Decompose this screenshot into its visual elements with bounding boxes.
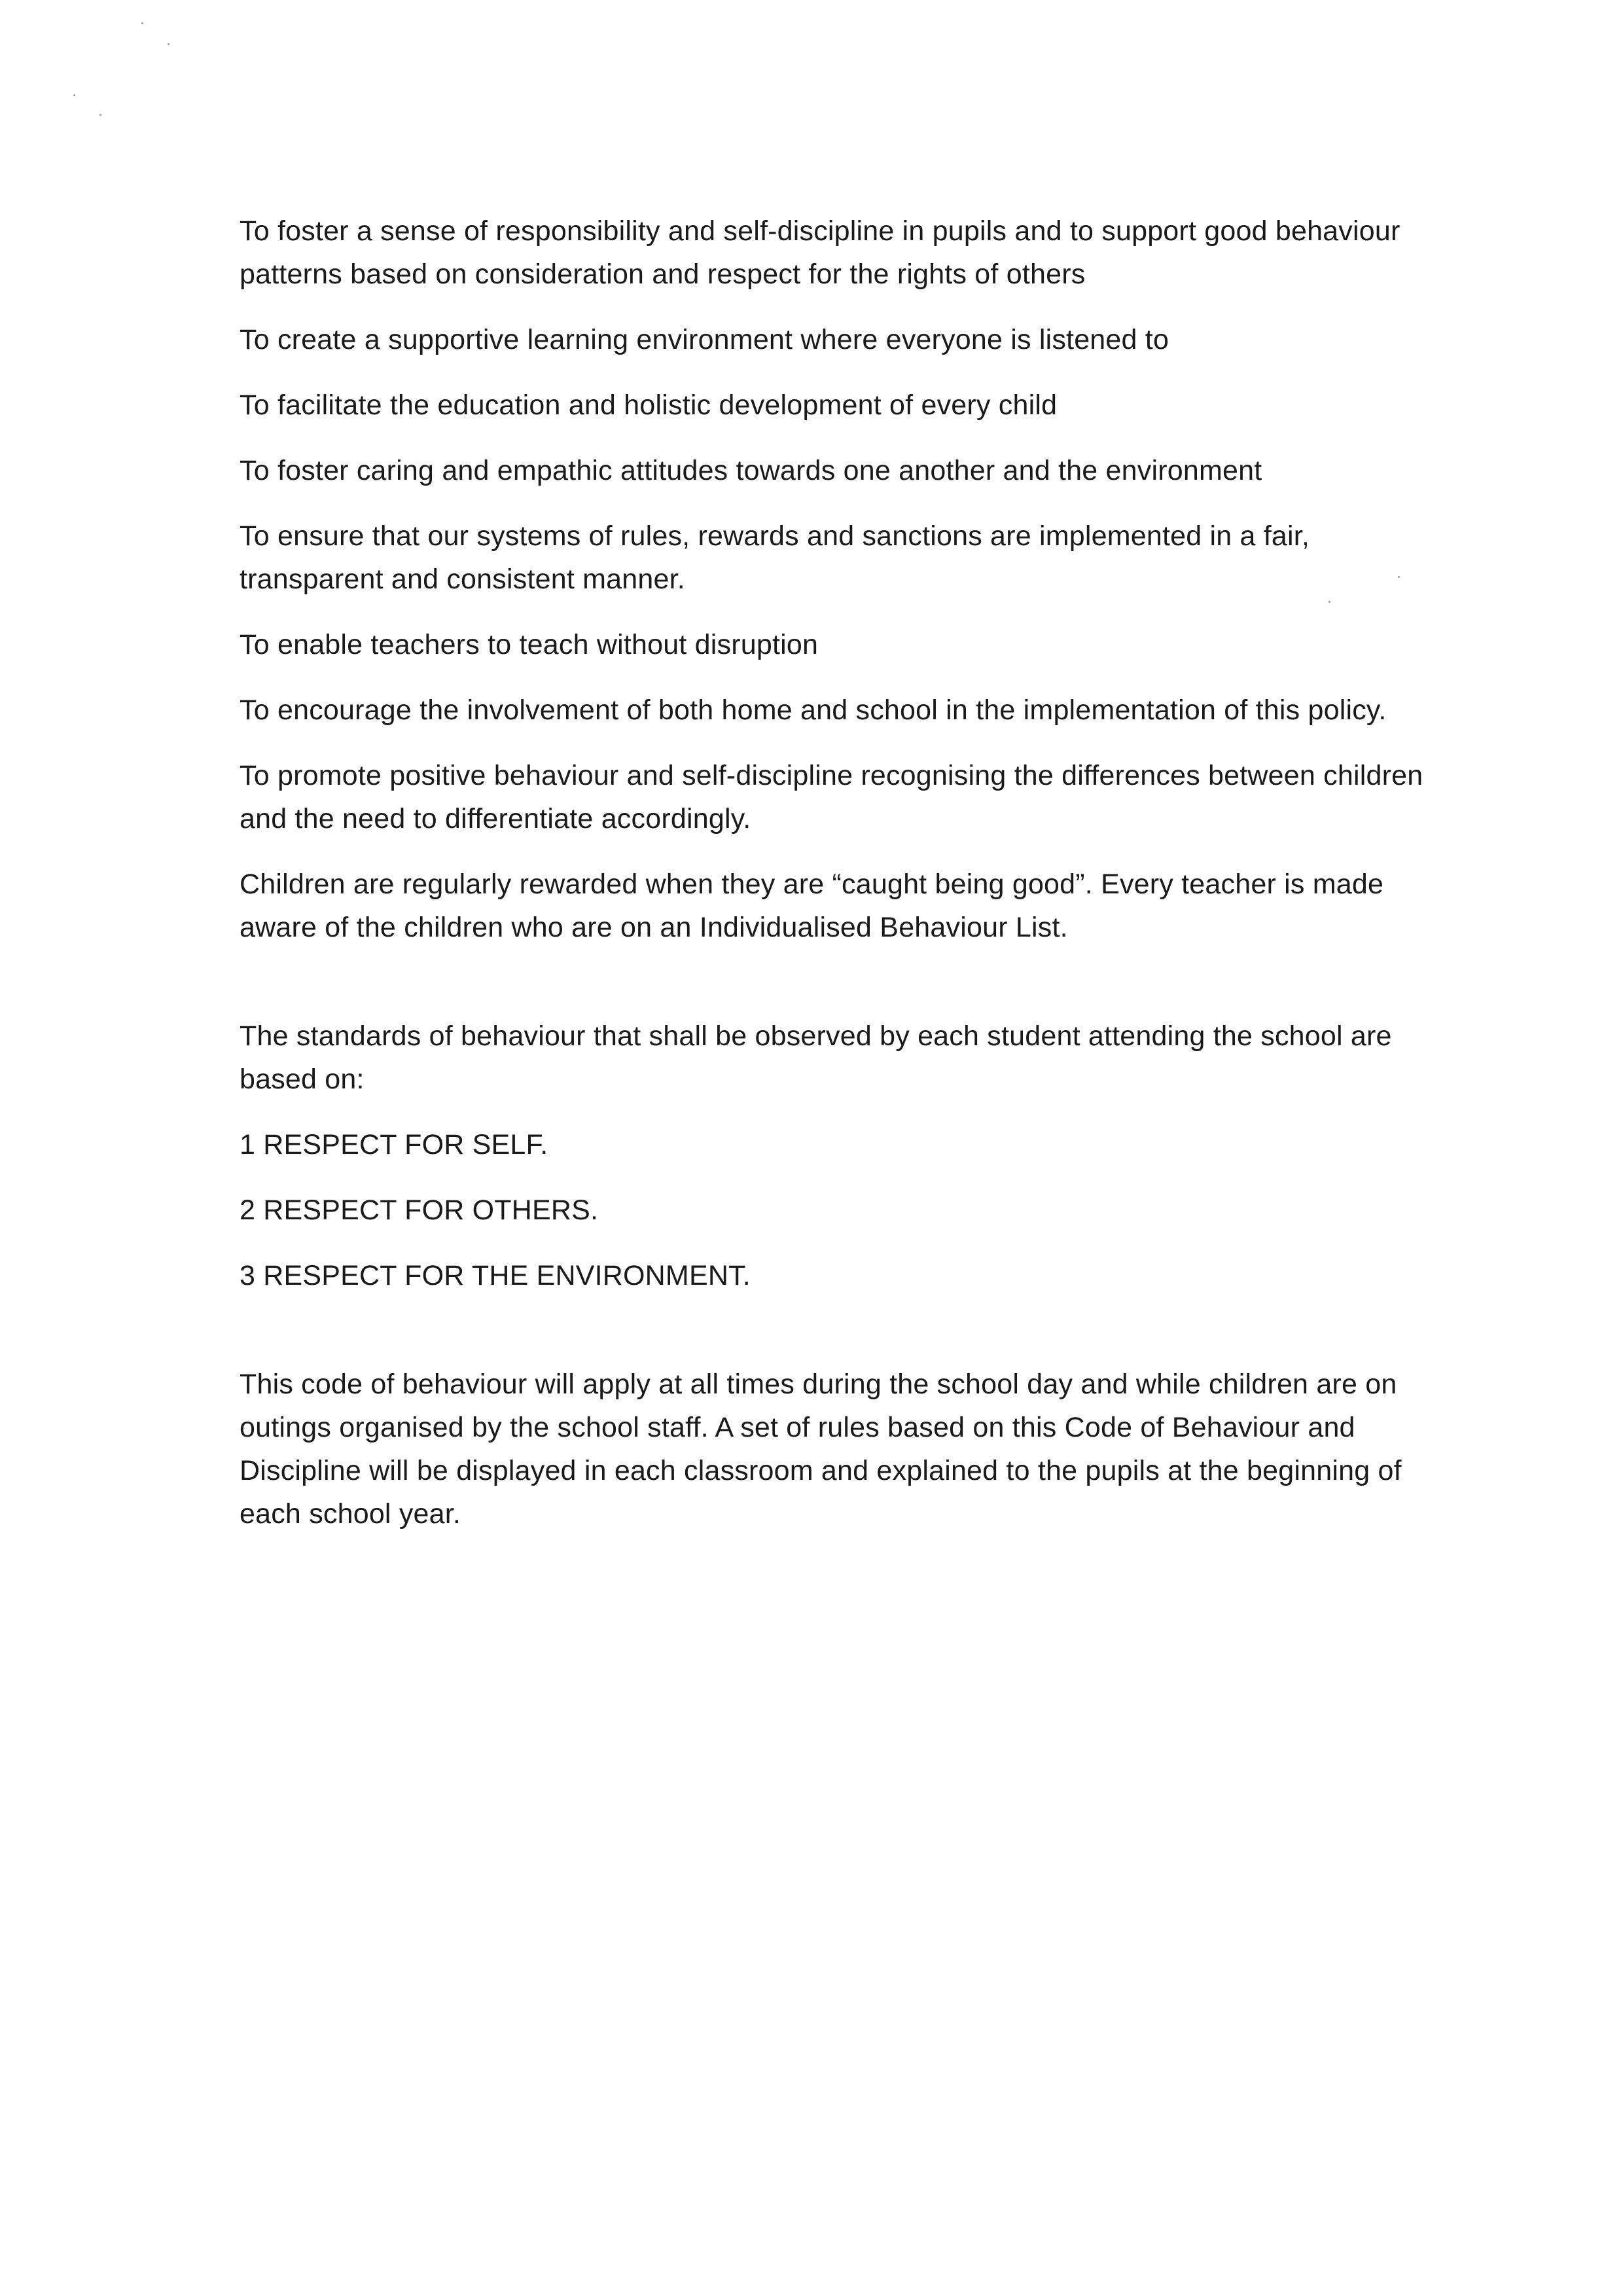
scan-speck [99,114,101,116]
scope-section [240,1363,1431,1535]
aim-paragraph: Children are regularly rewarded when they are “caught being good”. Every teacher is made aware of the children who are on an Individualised Behaviour List. [240,869,1384,943]
aim-paragraph: To foster a sense of responsibility and self-discipline in pupils and to support good behaviour patterns based on consideration and respect for the rights of others [240,215,1400,290]
scan-speck [73,94,75,96]
standard-item: 1 RESPECT FOR SELF. [240,1129,548,1160]
aim-paragraph: To foster caring and empathic attitudes towards one another and the environment [240,455,1262,486]
aim-paragraph: To ensure that our systems of rules, rewards and sanctions are implemented in a fair, transparent and consistent manner. [240,520,1310,595]
standards-intro: The standards of behaviour that shall be observed by each student attending the school are based on: [240,1020,1392,1095]
scan-speck [141,22,143,24]
standards-section [240,1014,1431,1297]
scan-speck [168,43,169,45]
aim-paragraph: To facilitate the education and holistic development of every child [240,389,1058,421]
document-body [240,209,1431,1535]
scope-paragraph: This code of behaviour will apply at all times during the school day and while children are on outings organised by the school staff. A set of rules based on this Code of Behaviour and Discipline will be displayed in each classroom and explained to the pupils at the beginning of each school year. [240,1369,1402,1530]
aims-section [240,209,1431,949]
standard-item: 2 RESPECT FOR OTHERS. [240,1194,599,1226]
aim-paragraph: To promote positive behaviour and self-discipline recognising the differences between children and the need to differentiate accordingly. [240,760,1423,834]
aim-paragraph: To create a supportive learning environment where everyone is listened to [240,324,1169,355]
aim-paragraph: To enable teachers to teach without disruption [240,629,819,660]
aim-paragraph: To encourage the involvement of both home and school in the implementation of this policy. [240,694,1387,726]
standard-item: 3 RESPECT FOR THE ENVIRONMENT. [240,1260,751,1291]
